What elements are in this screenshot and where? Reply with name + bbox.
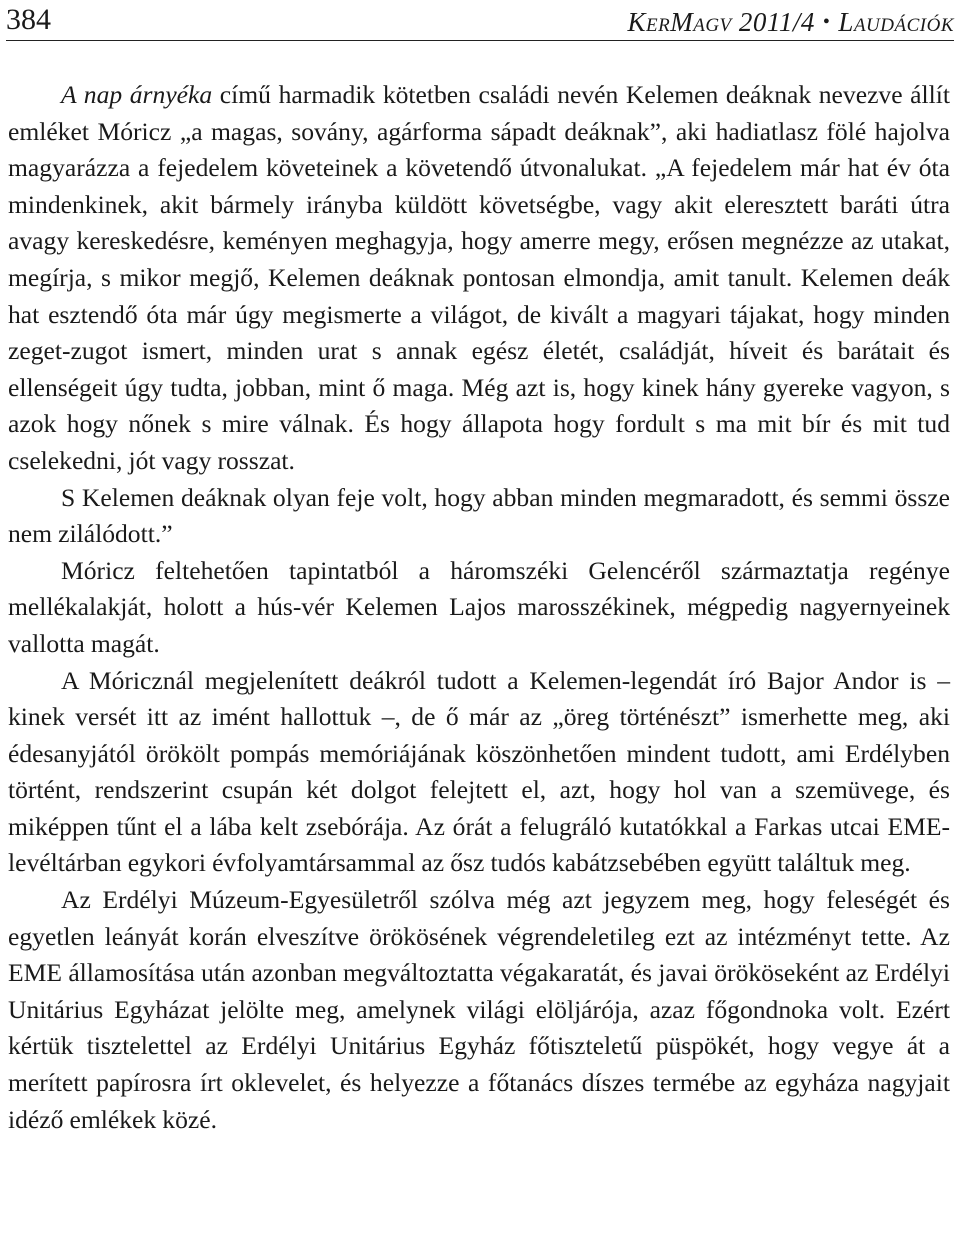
journal-title: KerMagv 2011/4 <box>627 7 815 37</box>
book-title: A nap árnyéka <box>61 80 213 109</box>
paragraph-4: A Móricznál megjelenített deákról tudott a Kelemen-legendát író Bajor Andor is – kinek versét itt az imént hallottuk –, de ő már az „öreg történészt” ismerhette meg, aki édesanyjától örökölt pompás memóriájának köszönhetően mindent tudott, ami Erdélyben történt, rendszerint csupán két dolgot felejtett el, azt, hogy hol van a szemüvege, és miképpen tűnt el a lába kelt zsebórája. Az órát a felugráló kutatókkal a Farkas utcai EME-levéltárban egykori évfolyamtársammal az ősz tudós kabátzsebében együtt találtuk meg. <box>8 665 950 878</box>
page-number: 384 <box>6 3 51 36</box>
paragraph-2: S Kelemen deáknak olyan feje volt, hogy abban minden megmaradott, és semmi össze nem zilálódott.” <box>8 482 950 549</box>
running-header <box>6 0 954 41</box>
paragraph-1 <box>8 77 950 480</box>
paragraph-5: Az Erdélyi Múzeum-Egyesületről szólva még azt jegyzem meg, hogy feleségét és egyetlen leányát korán elveszítve örökösének végrendeletileg ezt az intézményt tette. Az EME államosítása után azonban megváltoztatta végakaratát, és javai örököseként az Erdélyi Unitárius Egyházat jelölte meg, amelynek világi elöljárója, azaz főgondnoka volt. Ezért kértük tisztelettel az Erdélyi Unitárius Egyház főtiszteletű püspökét, hogy vegye át a merített papírosra írt oklevelet, és helyezze a főtanács díszes termébe az egyháza nagyjait idéző emlékek közé. <box>8 885 950 1134</box>
paragraph-3: Móricz feltehetően tapintatból a háromszéki Gelencéről származtatja regénye mellékalakját, holott a hús-vér Kelemen Lajos marosszékinek, mégpedig nagyernyeinek vallotta magát. <box>8 555 950 658</box>
paragraph-1-text: című harmadik kötetben családi nevén Kelemen deáknak nevezve állít emléket Móricz „a magas, sovány, agárforma sápadt deáknak”, aki hadiatlasz fölé hajolva magyarázza a fejedelem követeinek a követendő útvonalukat. „A fejedelem már hat év óta mindenkinek, akit bármely irányba küldött követségbe, vagy akit eleresztett baráti útra avagy kereskedésre, keményen meghagyja, hogy amerre megy, erősen megnézze az utakat, megírja, s mikor megjő, Kelemen deáknak pontosan elmondja, amit tanult. Kelemen deák hat esztendő óta már úgy megismerte a világot, de kivált a magyari tájakat, hogy minden zeget-zugot ismert, minden urat s annak egész életét, családját, híveit és barátait és ellenségeit úgy tudta, jobban, mint ő maga. Még azt is, hogy kinek hány gyereke vagyon, s azok hogy nőnek s mire válnak. És hogy állapota hogy fordult s ma mit bír és mit tud cselekedni, jót vagy rosszat. <box>8 80 950 475</box>
section-title: Laudációk <box>838 7 954 37</box>
article-body <box>8 77 950 1138</box>
running-head <box>628 6 955 38</box>
bullet-separator: • <box>822 11 831 33</box>
